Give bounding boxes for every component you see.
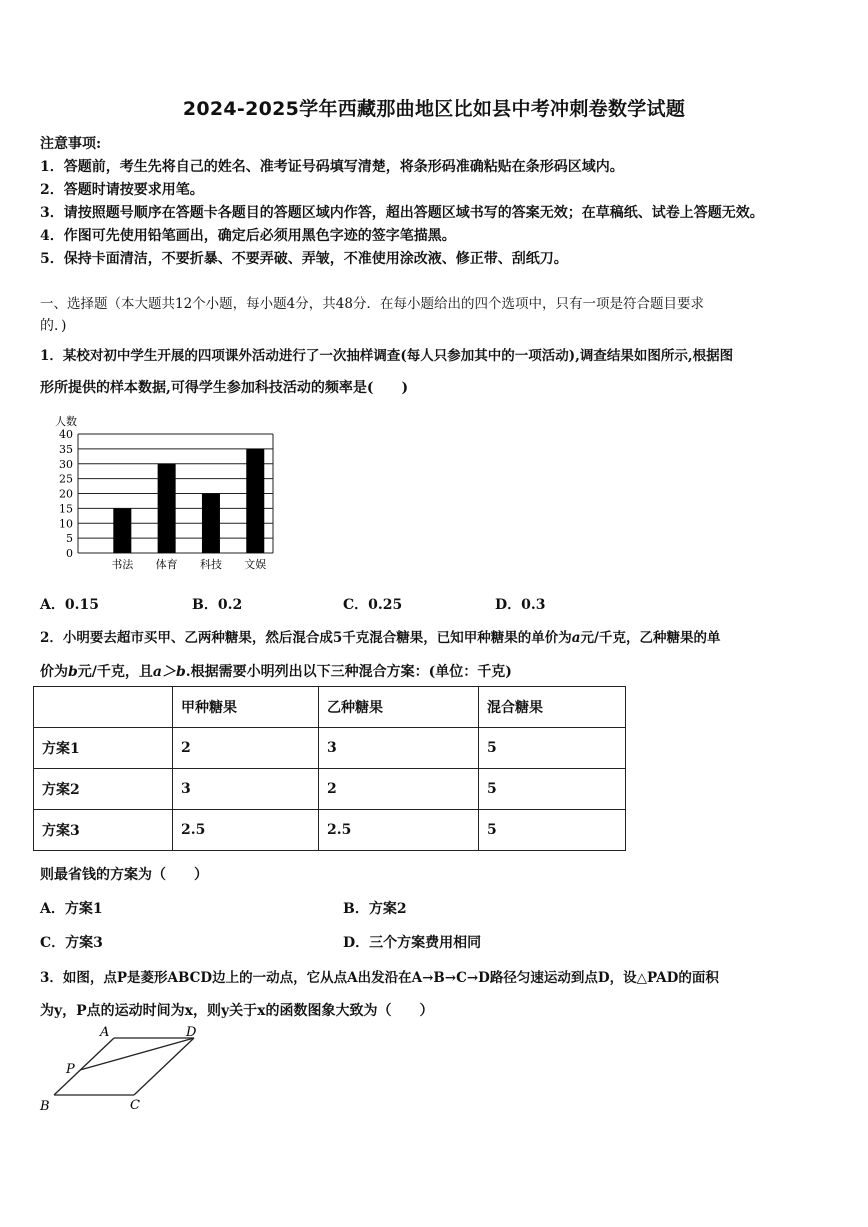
y-tick-label: 0: [66, 547, 73, 560]
q1-option-d[interactable]: [495, 594, 546, 614]
q2-stem: [40, 626, 720, 646]
table-header-cell: 混合糖果: [479, 687, 626, 728]
q2-stem-part: 元/千克，且: [77, 664, 153, 680]
rhombus-figure: [36, 1022, 206, 1118]
table-cell: 方案2: [34, 769, 173, 810]
point-label-b: B: [40, 1099, 50, 1114]
q2-stem-cont: [40, 661, 512, 681]
y-axis-label: 人数: [55, 415, 77, 428]
table-cell: 5: [479, 769, 626, 810]
point-label-d: D: [186, 1025, 197, 1040]
notice-item: 1．答题前，考生先将自己的姓名、准考证号码填写清楚，将条形码准确粘贴在条形码区域内。: [40, 159, 624, 175]
table-header-cell: [34, 687, 173, 728]
option-text: 0.3: [521, 597, 546, 613]
y-tick-label: 25: [59, 472, 73, 486]
option-text: 方案1: [64, 901, 103, 917]
bar: [158, 464, 176, 553]
x-tick-label: 科技: [199, 558, 222, 571]
bar: [113, 508, 131, 553]
plan-table: [33, 686, 626, 851]
option-text: 0.25: [368, 597, 403, 613]
var-a: a: [571, 630, 581, 646]
var-b: b: [68, 664, 78, 680]
option-label: A．: [40, 901, 65, 917]
option-label: B．: [343, 901, 369, 917]
table-cell: 方案3: [34, 810, 173, 851]
q1-option-a[interactable]: [40, 594, 99, 614]
table-cell: 5: [479, 810, 626, 851]
q1-stem-cont: 形所提供的样本数据,可得学生参加科技活动的频率是( ): [40, 380, 409, 396]
table-header-cell: 乙种糖果: [319, 687, 479, 728]
q2-option-d[interactable]: [343, 932, 481, 952]
option-text: 方案2: [368, 901, 407, 917]
y-tick-label: 35: [59, 442, 73, 456]
q2-question: 则最省钱的方案为（ ）: [40, 867, 208, 883]
y-tick-label: 5: [66, 532, 73, 546]
edge-ab: [54, 1038, 114, 1095]
table-row: [34, 728, 626, 769]
notice-item: 3．请按照题号顺序在答题卡各题目的答题区域内作答，超出答题区域书写的答案无效；在草稿纸、试卷上答题无效。: [40, 205, 764, 221]
point-label-a: A: [100, 1025, 110, 1040]
option-text: 三个方案费用相同: [369, 935, 482, 951]
q1-option-c[interactable]: [343, 594, 402, 614]
condition: a＞b: [152, 664, 186, 680]
table-cell: 2.5: [319, 810, 479, 851]
notice-heading: 注意事项:: [40, 136, 102, 152]
q1-option-b[interactable]: [192, 594, 242, 614]
notice-item: 5．保持卡面清洁，不要折暴、不要弄破、弄皱，不准使用涂改液、修正带、刮纸刀。: [40, 251, 568, 267]
q2-option-a[interactable]: [40, 898, 103, 918]
q3-stem: 3．如图，点P是菱形ABCD边上的一动点，它从点A出发沿在A→B→C→D路径匀速运动到点D，设△PAD的面积: [40, 970, 719, 986]
table-cell: 2: [173, 728, 319, 769]
notice-item: 2．答题时请按要求用笔。: [40, 182, 204, 198]
table-row: [34, 769, 626, 810]
y-tick-label: 20: [59, 487, 73, 501]
y-tick-label: 40: [59, 428, 73, 441]
table-header-row: [34, 687, 626, 728]
option-label: B．: [192, 597, 218, 613]
option-text: 0.2: [217, 597, 243, 613]
bar-chart: [40, 410, 290, 575]
section-heading: 一、选择题（本大题共12个小题，每小题4分，共48分．在每小题给出的四个选项中，只有一项是符合题目要求: [40, 296, 704, 312]
table-cell: 方案1: [34, 728, 173, 769]
x-tick-label: 文娱: [244, 558, 267, 571]
bar: [246, 449, 264, 553]
bar: [202, 494, 220, 554]
point-label-c: C: [130, 1098, 140, 1113]
page-title: 2024-2025学年西藏那曲地区比如县中考冲刺卷数学试题: [182, 98, 686, 120]
option-label: D．: [343, 935, 370, 951]
option-label: C．: [343, 597, 369, 613]
point-label-p: P: [66, 1062, 75, 1077]
table-cell: 3: [319, 728, 479, 769]
table-cell: 2.5: [173, 810, 319, 851]
option-label: A．: [40, 597, 65, 613]
q1-stem: 1．某校对初中学生开展的四项课外活动进行了一次抽样调查(每人只参加其中的一项活动),调查结果如图所示,根据图: [40, 348, 734, 364]
y-tick-label: 10: [59, 517, 73, 531]
q3-stem-cont: 为y，P点的运动时间为x，则y关于x的函数图象大致为（ ）: [40, 1003, 434, 1019]
option-label: D．: [495, 597, 522, 613]
q2-stem-part: 价为: [40, 664, 68, 680]
table-cell: 5: [479, 728, 626, 769]
table-cell: 2: [319, 769, 479, 810]
y-tick-label: 30: [59, 457, 73, 471]
q2-stem-part: .根据需要小明列出以下三种混合方案：(单位：千克): [185, 664, 512, 680]
q2-option-c[interactable]: [40, 932, 103, 952]
option-text: 方案3: [65, 935, 103, 951]
x-tick-label: 书法: [111, 558, 134, 571]
notice-item: 4．作图可先使用铅笔画出，确定后必须用黑色字迹的签字笔描黑。: [40, 228, 456, 244]
option-label: C．: [40, 935, 66, 951]
x-tick-label: 体育: [155, 558, 178, 571]
section-heading-cont: 的．): [40, 318, 67, 334]
table-row: [34, 810, 626, 851]
q2-stem-part: 2．小明要去超市买甲、乙两种糖果，然后混合成5千克混合糖果，已知甲种糖果的单价为: [40, 630, 572, 646]
y-tick-label: 15: [59, 502, 73, 516]
table-cell: 3: [173, 769, 319, 810]
q2-option-b[interactable]: [343, 898, 407, 918]
q2-stem-part: 元/千克，乙种糖果的单: [580, 630, 721, 646]
option-text: 0.15: [64, 597, 99, 613]
table-header-cell: 甲种糖果: [173, 687, 319, 728]
